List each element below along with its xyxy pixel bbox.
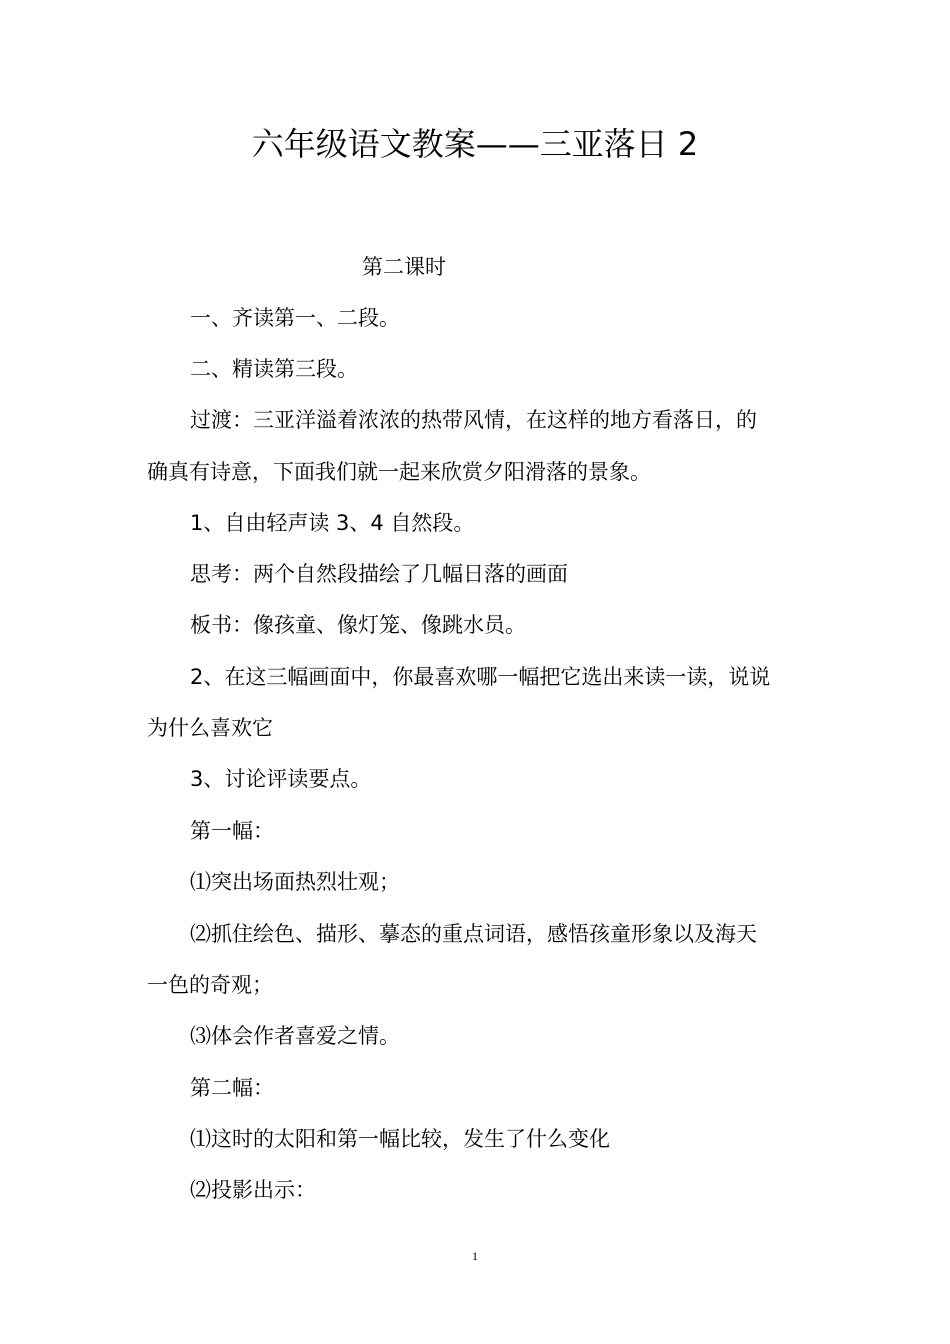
- document-title: 六年级语文教案——三亚落日 2: [251, 125, 699, 163]
- paragraph-line: ⑶体会作者喜爱之情。: [190, 1024, 400, 1048]
- paragraph-line: 板书：像孩童、像灯笼、像跳水员。: [190, 613, 526, 637]
- paragraph-line: ⑵投影出示：: [190, 1178, 316, 1202]
- page-number: 1: [472, 1249, 478, 1263]
- paragraph-line: 为什么喜欢它: [147, 716, 273, 740]
- paragraph-line: 第一幅：: [190, 819, 274, 843]
- paragraph-line: ⑴这时的太阳和第一幅比较，发生了什么变化: [190, 1127, 610, 1151]
- lesson-subtitle: 第二课时: [362, 255, 446, 279]
- paragraph-line: 思考：两个自然段描绘了几幅日落的画面: [190, 562, 568, 586]
- paragraph-line: ⑴突出场面热烈壮观；: [190, 870, 400, 894]
- paragraph-line: 2、在这三幅画面中，你最喜欢哪一幅把它选出来读一读，说说: [190, 665, 771, 689]
- paragraph-line: 确真有诗意，下面我们就一起来欣赏夕阳滑落的景象。: [147, 460, 651, 484]
- paragraph-line: 1、自由轻声读 3、4 自然段。: [190, 511, 475, 535]
- paragraph-line: 二、精读第三段。: [190, 357, 358, 381]
- paragraph-line: 一、齐读第一、二段。: [190, 306, 400, 330]
- paragraph-line: ⑵抓住绘色、描形、摹态的重点词语，感悟孩童形象以及海天: [190, 922, 757, 946]
- paragraph-line: 一色的奇观；: [147, 973, 273, 997]
- paragraph-line: 第二幅：: [190, 1076, 274, 1100]
- paragraph-line: 3、讨论评读要点。: [190, 767, 372, 791]
- paragraph-line: 过渡：三亚洋溢着浓浓的热带风情，在这样的地方看落日，的: [190, 408, 757, 432]
